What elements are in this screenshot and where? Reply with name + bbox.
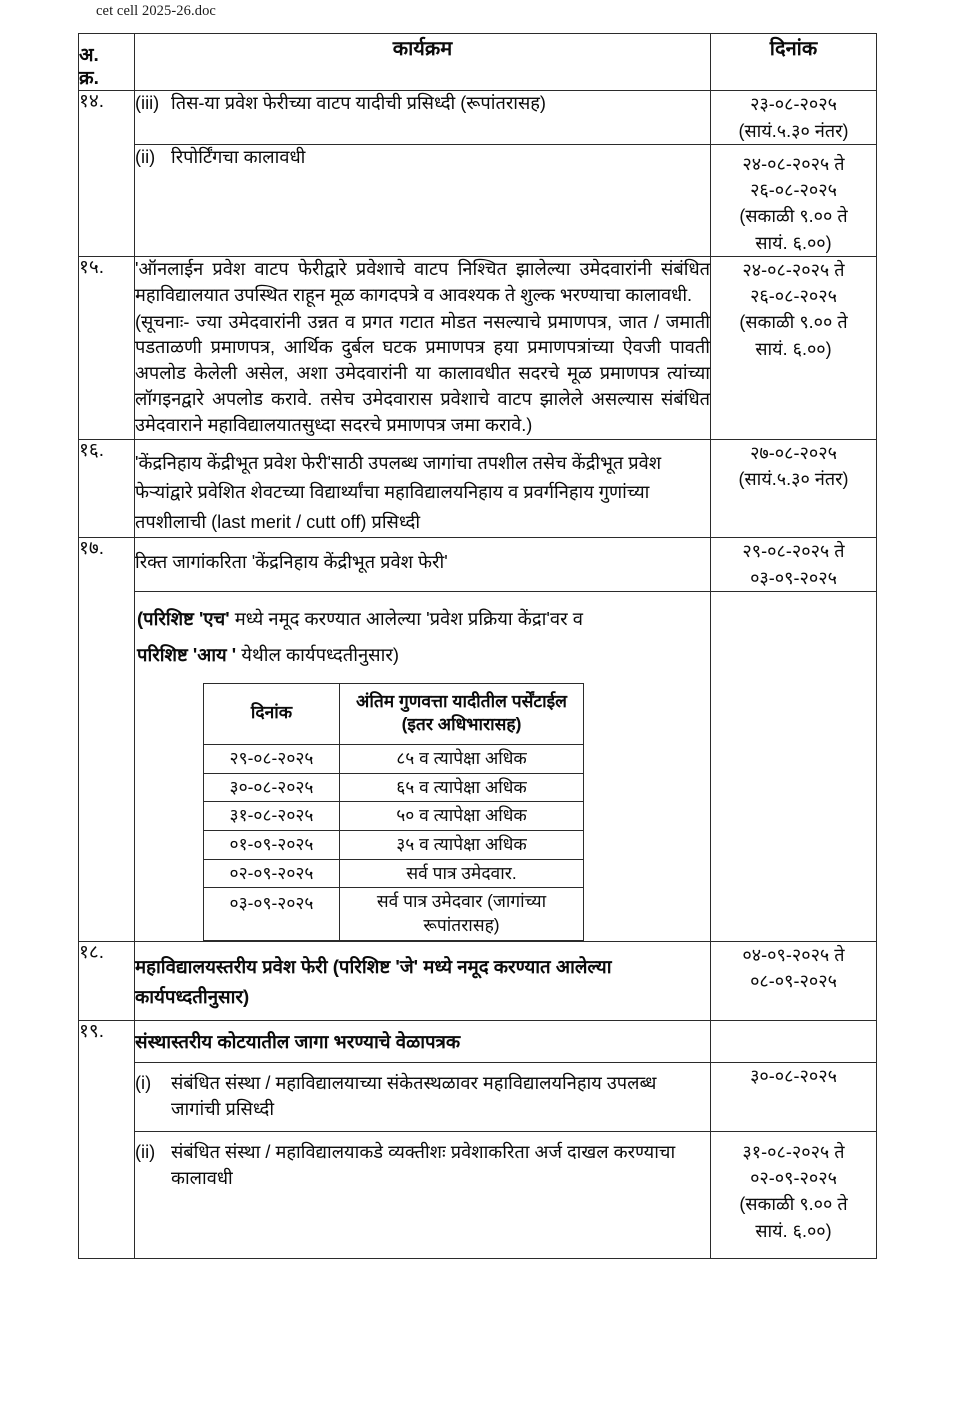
nested-intro-mid: मध्ये नमूद करण्यात आलेल्या 'प्रवेश प्रक्रिया केंद्रा'वर व	[229, 607, 584, 629]
row-14-sr-no: १४.	[79, 91, 135, 257]
nested-cell-date: ३१-०८-२०२५	[204, 802, 340, 831]
table-row	[79, 144, 877, 256]
nested-header-row	[204, 683, 584, 744]
row-17-sr-no: १७.	[79, 538, 135, 941]
nested-cell-percentile: ८५ व त्यापेक्षा अधिक	[340, 744, 584, 773]
date-line: ०२-०९-२०२५	[750, 1168, 837, 1189]
row-19-item-ii-date	[711, 1131, 877, 1258]
admission-schedule-table	[78, 33, 877, 1259]
row-14-item-ii-date	[711, 144, 877, 256]
nested-cell-percentile: सर्व पात्र उमेदवार (जागांच्या रूपांतरासह)	[340, 888, 584, 940]
row-15-note: (सूचनाः- ज्या उमेदवारांनी उन्नत व प्रगत गटात मोडत नसल्याचे प्रमाणपत्र, जात / जमाती पडताळणी प्रमाणपत्र, आर्थिक दुर्बल घटक प्रमाणपत्र हया प्रमाणपत्रांच्या ऐवजी पावती अपलोड केलेली असेल, अशा उमेदवारांनी या कालावधीत सदरचे मूळ प्रमाणपत्र त्यांच्या लॉगइनद्वारे अपलोड करावे. तसेच उमेदवारास प्रवेशाचे वाटप झालेले असल्यास संबंधित उमेदवाराने महाविद्यालयातसुध्दा सदरचे प्रमाणपत्र जमा करावे.)	[135, 311, 710, 435]
row-14-item-iii-text: तिस-या प्रवेश फेरीच्या वाटप यादीची प्रसिध्दी (रूपांतरासह)	[171, 93, 546, 114]
row-19-date-empty	[711, 1020, 877, 1062]
nested-table-row	[204, 830, 584, 859]
nested-intro-line-1	[137, 601, 704, 637]
row-18-date	[711, 941, 877, 1020]
date-line: ३१-०८-२०२५ ते	[742, 1141, 845, 1162]
row-14-item-iii-date	[711, 91, 877, 145]
date-line: २९-०८-२०२५ ते	[742, 541, 845, 562]
row-16-date	[711, 439, 877, 537]
document-header-filename: cet cell 2025-26.doc	[96, 3, 216, 19]
row-19-item-i-date	[711, 1063, 877, 1132]
nested-table-row	[204, 888, 584, 940]
date-line: सायं. ६.००)	[755, 338, 832, 359]
row-16-programme: 'केंद्रनिहाय केंद्रीभूत प्रवेश फेरी'साठी उपलब्ध जागांचा तपशील तसेच केंद्रीभूत प्रवेश फेऱ्यांद्वारे प्रवेशित शेवटच्या विद्यार्थ्यांचा महाविद्यालयनिहाय व प्रवर्गनिहाय गुणांच्या तपशीलाची (last merit / cutt off) प्रसिध्दी	[135, 439, 711, 537]
header-sr-no-line2: क्र.	[79, 68, 99, 90]
date-line: (सकाळी ९.०० ते	[739, 206, 848, 227]
nested-header-date: दिनांक	[204, 683, 340, 744]
percentile-schedule-table	[203, 683, 584, 941]
nested-intro-line-2	[137, 637, 704, 673]
nested-cell-percentile: ५० व त्यापेक्षा अधिक	[340, 802, 584, 831]
nested-cell-percentile: ६५ व त्यापेक्षा अधिक	[340, 773, 584, 802]
nested-table-row	[204, 859, 584, 888]
row-17-nested-block	[135, 591, 711, 941]
header-programme: कार्यक्रम	[135, 34, 711, 91]
row-16-sr-no: १६.	[79, 439, 135, 537]
row-14-item-ii-text: रिपोर्टिंगचा कालावधी	[171, 146, 306, 167]
date-line: २७-०८-२०२५	[750, 442, 837, 463]
nested-intro-text	[135, 592, 710, 677]
row-15-sr-no: १५.	[79, 256, 135, 439]
nested-header-percentile: अंतिम गुणवत्ता यादीतील पर्सेंटाईल (इतर अधिभारासह)	[340, 683, 584, 744]
row-14-item-iii-programme	[135, 91, 711, 145]
header-sr-no-line1: अ.	[79, 45, 99, 66]
row-19-item-i-text: संबंधित संस्था / महाविद्यालयाच्या संकेतस्थळावर महाविद्यालयनिहाय उपलब्ध जागांची प्रसिध्दी	[171, 1073, 657, 1120]
nested-intro-prefix: (	[137, 607, 144, 629]
row-19-item-i-programme	[135, 1063, 711, 1132]
date-line: २६-०८-२०२५	[750, 286, 837, 307]
table-row	[79, 256, 877, 439]
date-line: (सायं.५.३० नंतर)	[738, 469, 849, 490]
table-header-row	[79, 34, 877, 91]
nested-cell-date: ०२-०९-२०२५	[204, 859, 340, 888]
nested-cell-percentile: ३५ व त्यापेक्षा अधिक	[340, 830, 584, 859]
date-line: ०३-०९-२०२५	[750, 567, 837, 588]
row-17-programme: रिक्त जागांकरिता 'केंद्रनिहाय केंद्रीभूत प्रवेश फेरी'	[135, 538, 711, 592]
nested-table-row	[204, 773, 584, 802]
date-line: २३-०८-२०२५	[750, 94, 837, 115]
nested-cell-percentile: सर्व पात्र उमेदवार.	[340, 859, 584, 888]
header-date: दिनांक	[711, 34, 877, 91]
table-row	[79, 538, 877, 592]
date-line: (सायं.५.३० नंतर)	[738, 120, 849, 141]
row-18-programme: महाविद्यालयस्तरीय प्रवेश फेरी (परिशिष्ट 'जे' मध्ये नमूद करण्यात आलेल्या कार्यपध्दतीनुसार)	[135, 941, 711, 1020]
nested-cell-date: २९-०८-२०२५	[204, 744, 340, 773]
date-line: (सकाळी ९.०० ते	[739, 312, 848, 333]
row-19-item-ii-marker: (ii)	[135, 1141, 156, 1162]
row-14-item-ii-programme	[135, 144, 711, 256]
nested-cell-date: ०३-०९-२०२५	[204, 888, 340, 940]
date-line: सायं. ६.००)	[755, 232, 832, 253]
date-line: २४-०८-२०२५ ते	[742, 259, 845, 280]
table-row	[79, 1131, 877, 1258]
row-17-date	[711, 538, 877, 592]
date-line: ०४-०९-२०२५ ते	[742, 944, 845, 965]
table-row	[79, 1063, 877, 1132]
row-17-nested-date-empty	[711, 591, 877, 941]
row-19-sr-no: १९.	[79, 1020, 135, 1258]
row-15-date	[711, 256, 877, 439]
row-19-item-i-marker: (i)	[135, 1073, 152, 1094]
date-line: सायं. ६.००)	[755, 1220, 832, 1241]
nested-table-row	[204, 744, 584, 773]
table-row	[79, 941, 877, 1020]
row-15-programme	[135, 256, 711, 439]
nested-intro-appendix-h: परिशिष्ट 'एच'	[143, 607, 230, 629]
nested-intro-appendix-i: परिशिष्ट 'आय '	[137, 643, 237, 665]
nested-table-row	[204, 802, 584, 831]
row-18-sr-no: १८.	[79, 941, 135, 1020]
table-row	[79, 591, 877, 941]
nested-intro-rest: येथील कार्यपध्दतीनुसार)	[236, 643, 400, 665]
date-line: २४-०८-२०२५ ते	[742, 153, 845, 174]
date-line: २६-०८-२०२५	[750, 180, 837, 201]
date-line: ०८-०९-२०२५	[750, 970, 837, 991]
date-line: ३०-०८-२०२५	[750, 1066, 837, 1087]
row-19-programme: संस्थास्तरीय कोटयातील जागा भरण्याचे वेळापत्रक	[135, 1020, 711, 1062]
row-15-paragraph: 'ऑनलाईन प्रवेश वाटप फेरीद्वारे प्रवेशाचे वाटप निश्चित झालेल्या उमेदवारांनी संबंधित महाविद्यालयात उपस्थित राहून मूळ कागदपत्रे व आवश्यक ते शुल्क भरण्याचा कालावधी.	[135, 258, 710, 305]
row-19-item-ii-text: संबंधित संस्था / महाविद्यालयाकडे व्यक्तीशः प्रवेशाकरिता अर्ज दाखल करण्याचा कालावधी	[171, 1141, 676, 1188]
nested-cell-date: ०१-०९-२०२५	[204, 830, 340, 859]
header-sr-no	[79, 34, 135, 91]
row-19-item-ii-programme	[135, 1131, 711, 1258]
table-row	[79, 91, 877, 145]
nested-cell-date: ३०-०८-२०२५	[204, 773, 340, 802]
row-14-item-iii-marker: (iii)	[135, 93, 160, 114]
row-14-item-ii-marker: (ii)	[135, 146, 156, 167]
date-line: (सकाळी ९.०० ते	[739, 1194, 848, 1215]
table-row	[79, 439, 877, 537]
table-row	[79, 1020, 877, 1062]
